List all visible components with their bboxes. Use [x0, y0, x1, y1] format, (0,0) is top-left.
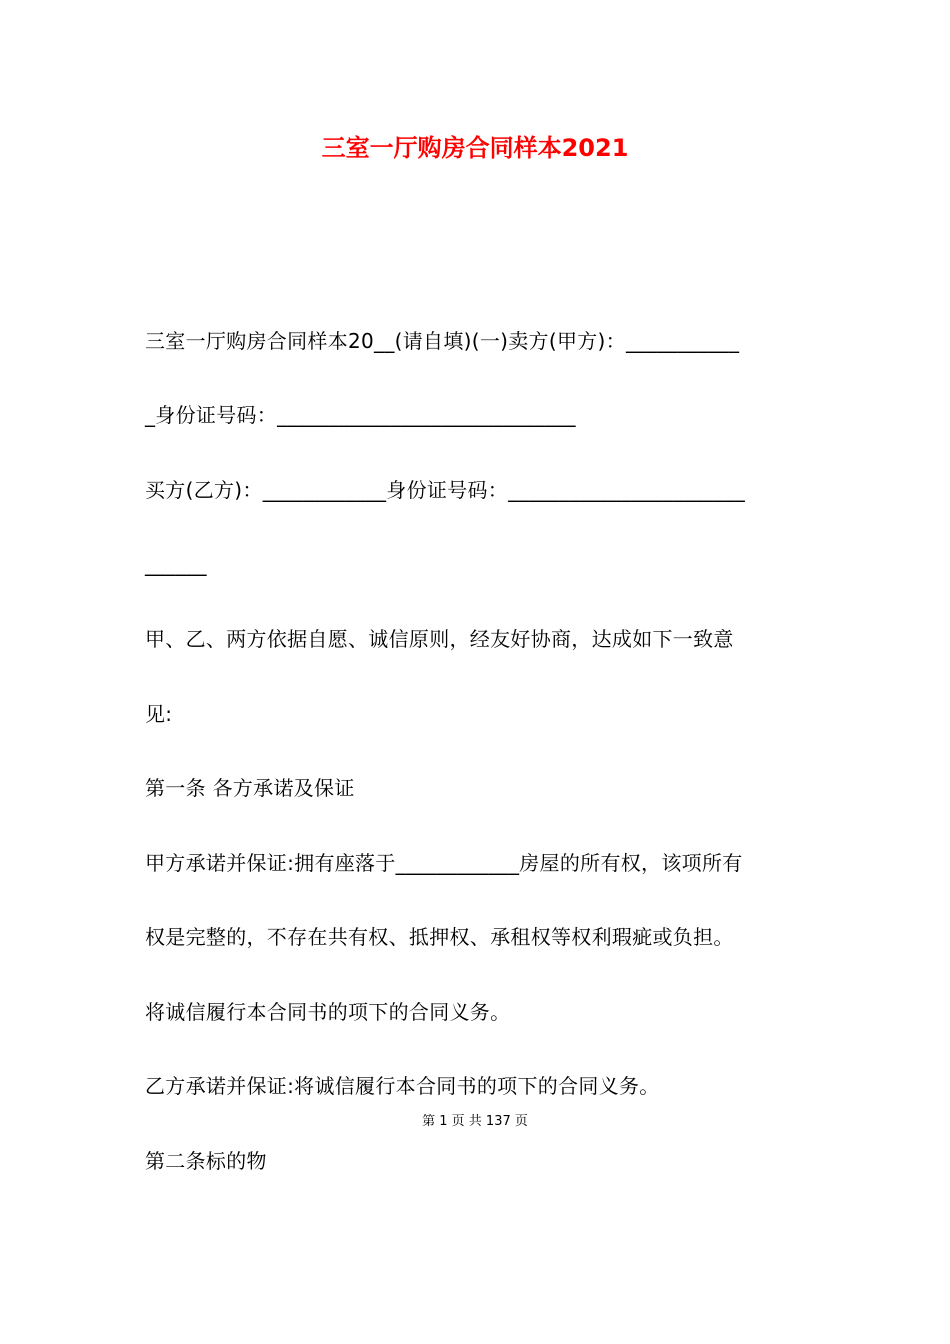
page-footer: 第 1 页 共 137 页 — [422, 1114, 528, 1129]
section-heading-1: 第一条 各方承诺及保证 — [145, 776, 355, 800]
body-line-8: 甲方承诺并保证:拥有座落于____________房屋的所有权，该项所有 — [145, 851, 743, 875]
body-line-5: 甲、乙、两方依据自愿、诚信原则，经友好协商，达成如下一致意 — [145, 627, 734, 651]
body-line-9: 权是完整的，不存在共有权、抵押权、承租权等权利瑕疵或负担。 — [145, 925, 734, 949]
body-line-11: 乙方承诺并保证:将诚信履行本合同书的项下的合同义务。 — [145, 1074, 660, 1098]
body-line-2: _身份证号码：_____________________________ — [145, 403, 576, 427]
section-heading-2: 第二条标的物 — [145, 1149, 267, 1173]
body-line-6: 见: — [145, 702, 173, 726]
body-line-4: ______ — [145, 552, 207, 576]
body-line-1: 三室一厅购房合同样本20__(请自填)(一)卖方(甲方)：___________ — [145, 329, 740, 353]
body-line-10: 将诚信履行本合同书的项下的合同义务。 — [145, 1000, 511, 1024]
body-line-3: 买方(乙方)：____________身份证号码：_______________________ — [145, 478, 746, 502]
page-title: 三室一厅购房合同样本2021 — [321, 134, 629, 162]
